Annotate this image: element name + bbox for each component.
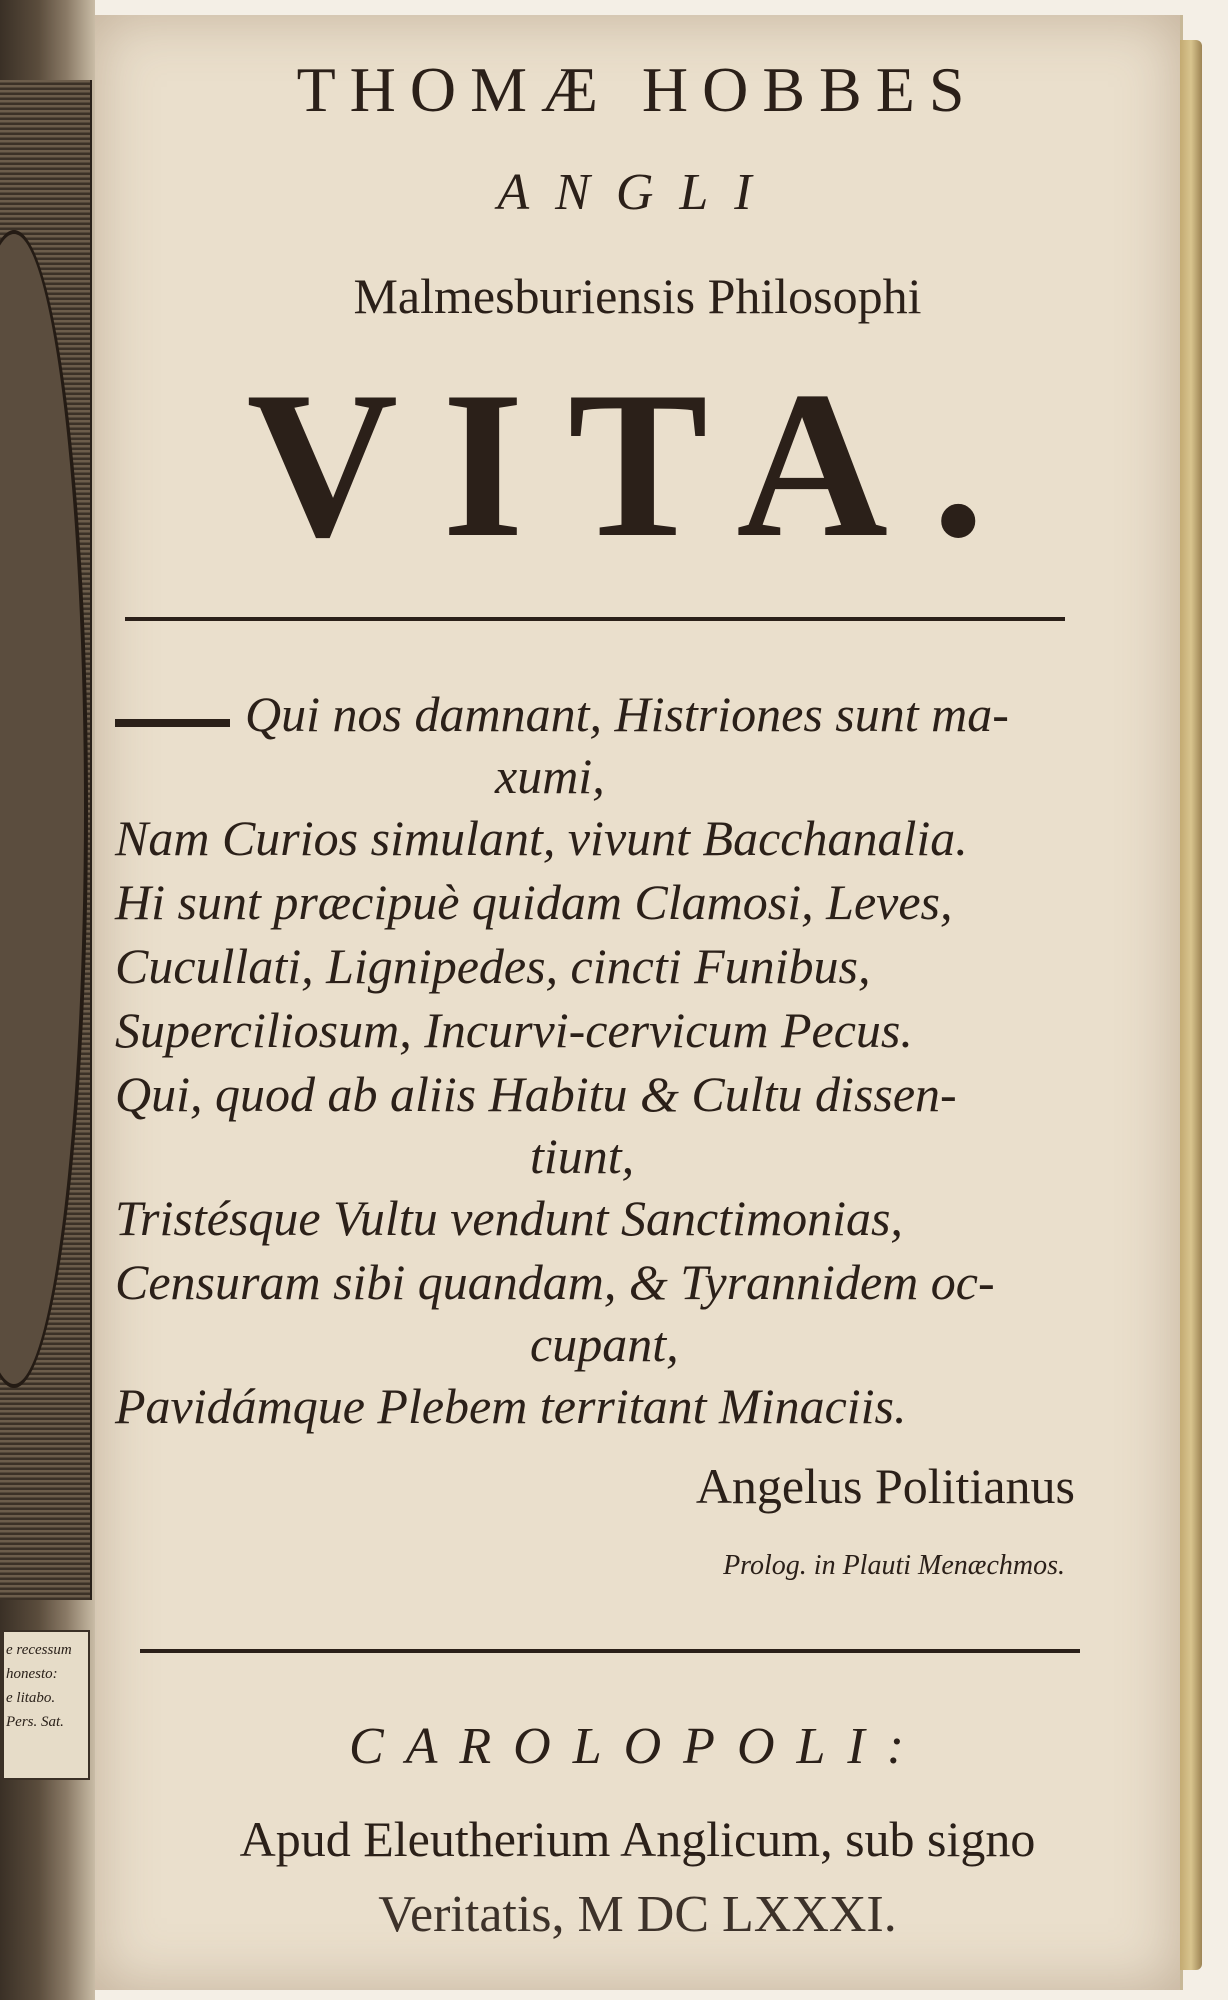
- title-page: [95, 15, 1183, 1990]
- epigraph-line: Cucullati, Lignipedes, cincti Funibus,: [115, 938, 871, 994]
- frontispiece-engraving: [0, 80, 92, 1600]
- frontispiece-caption: e recessum honesto: e litabo. Pers. Sat.: [2, 1630, 90, 1780]
- top-rule: [125, 617, 1065, 621]
- epigraph-dash: [115, 719, 230, 727]
- epigraph-line: Qui, quod ab aliis Habitu & Cultu dissen-: [115, 1066, 957, 1122]
- epigraph-line: Qui nos damnant, Histriones sunt ma-: [245, 686, 1009, 742]
- portrait-oval: [0, 230, 88, 1388]
- epigraph-line: xumi,: [495, 748, 605, 804]
- epigraph-line: Hi sunt præcipuè quidam Clamosi, Leves,: [115, 874, 953, 930]
- imprint-publisher: Apud Eleutherium Anglicum, sub signo: [239, 1811, 1036, 1867]
- epigraph-source: Prolog. in Plauti Menæchmos.: [723, 1550, 1065, 1581]
- imprint-date: Veritatis, M DC LXXXI.: [378, 1886, 897, 1943]
- epigraph-line: Censuram sibi quandam, & Tyrannidem oc-: [115, 1254, 995, 1310]
- imprint-place: CAROLOPOLI:: [348, 1718, 927, 1775]
- philosopher-line: Malmesburiensis Philosophi: [353, 268, 922, 324]
- bottom-rule: [140, 1649, 1080, 1653]
- epigraph-line: cupant,: [530, 1316, 679, 1372]
- author-name-line: THOMÆ HOBBES: [296, 54, 979, 125]
- epigraph-author: Angelus Politianus: [695, 1458, 1075, 1514]
- epigraph-line: Tristésque Vultu vendunt Sanctimonias,: [115, 1190, 903, 1246]
- nationality-line: ANGLI: [497, 164, 778, 221]
- epigraph-line: Superciliosum, Incurvi-cervicum Pecus.: [115, 1002, 913, 1058]
- epigraph-line: Pavidámque Plebem territant Minaciis.: [115, 1378, 907, 1434]
- epigraph-line: tiunt,: [530, 1128, 635, 1184]
- epigraph-line: Nam Curios simulant, vivunt Bacchanalia.: [115, 810, 968, 866]
- main-title: VITA.: [246, 349, 1029, 581]
- page-edges: [1180, 40, 1202, 1970]
